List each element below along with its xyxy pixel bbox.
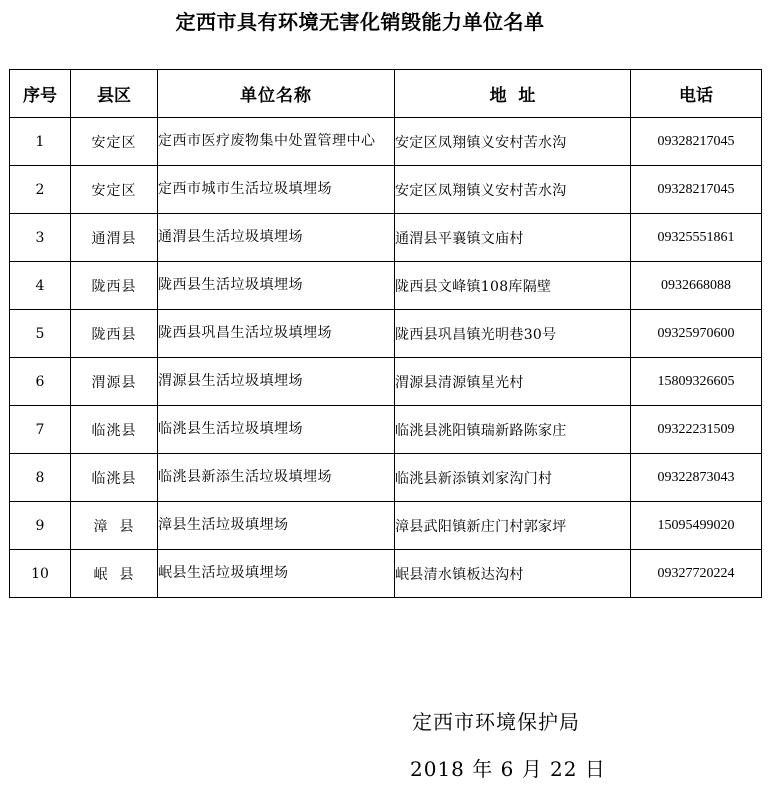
cell-index: 2 — [10, 166, 71, 214]
cell-unit-name: 定西市城市生活垃圾填埋场 — [158, 166, 395, 214]
table-row — [10, 358, 762, 406]
cell-phone: 09322231509 — [631, 406, 762, 454]
cell-county: 安定区 — [71, 166, 158, 214]
cell-index: 9 — [10, 502, 71, 550]
cell-unit-name: 渭源县生活垃圾填埋场 — [158, 358, 395, 406]
cell-index: 4 — [10, 262, 71, 310]
cell-phone: 0932668088 — [631, 262, 762, 310]
cell-phone: 09328217045 — [631, 166, 762, 214]
cell-index: 5 — [10, 310, 71, 358]
cell-unit-name: 陇西县生活垃圾填埋场 — [158, 262, 395, 310]
table-row — [10, 262, 762, 310]
table-row — [10, 502, 762, 550]
header-phone: 电话 — [631, 70, 762, 118]
cell-county: 岷 县 — [71, 550, 158, 598]
cell-index: 1 — [10, 118, 71, 166]
cell-phone: 09322873043 — [631, 454, 762, 502]
cell-unit-name: 通渭县生活垃圾填埋场 — [158, 214, 395, 262]
units-table — [9, 69, 762, 598]
header-index: 序号 — [10, 70, 71, 118]
header-address: 地 址 — [395, 70, 631, 118]
cell-county: 临洮县 — [71, 406, 158, 454]
cell-index: 8 — [10, 454, 71, 502]
header-county: 县区 — [71, 70, 158, 118]
cell-unit-name: 岷县生活垃圾填埋场 — [158, 550, 395, 598]
cell-unit-name: 临洮县新添生活垃圾填埋场 — [158, 454, 395, 502]
cell-county: 陇西县 — [71, 262, 158, 310]
cell-address: 通渭县平襄镇文庙村 — [395, 214, 631, 262]
table-row — [10, 406, 762, 454]
cell-index: 7 — [10, 406, 71, 454]
cell-phone: 09328217045 — [631, 118, 762, 166]
cell-county: 陇西县 — [71, 310, 158, 358]
cell-phone: 09325551861 — [631, 214, 762, 262]
table-row — [10, 454, 762, 502]
table-row — [10, 310, 762, 358]
cell-phone: 15095499020 — [631, 502, 762, 550]
cell-phone: 09325970600 — [631, 310, 762, 358]
cell-county: 安定区 — [71, 118, 158, 166]
table-header-row — [10, 70, 762, 118]
cell-unit-name: 定西市医疗废物集中处置管理中心 — [158, 118, 395, 166]
cell-address: 陇西县文峰镇108库隔壁 — [395, 262, 631, 310]
cell-address: 岷县清水镇板达沟村 — [395, 550, 631, 598]
header-unit-name: 单位名称 — [158, 70, 395, 118]
table-row — [10, 550, 762, 598]
cell-address: 安定区凤翔镇义安村苦水沟 — [395, 118, 631, 166]
cell-county: 渭源县 — [71, 358, 158, 406]
issuing-organization: 定西市环境保护局 — [412, 710, 580, 734]
table-row — [10, 214, 762, 262]
cell-unit-name: 漳县生活垃圾填埋场 — [158, 502, 395, 550]
cell-address: 陇西县巩昌镇光明巷30号 — [395, 310, 631, 358]
cell-phone: 15809326605 — [631, 358, 762, 406]
cell-county: 临洮县 — [71, 454, 158, 502]
cell-county: 通渭县 — [71, 214, 158, 262]
cell-address: 漳县武阳镇新庄门村郭家坪 — [395, 502, 631, 550]
table-row — [10, 118, 762, 166]
cell-phone: 09327720224 — [631, 550, 762, 598]
table-row — [10, 166, 762, 214]
cell-unit-name: 陇西县巩昌生活垃圾填埋场 — [158, 310, 395, 358]
cell-county: 漳 县 — [71, 502, 158, 550]
cell-address: 安定区凤翔镇义安村苦水沟 — [395, 166, 631, 214]
cell-address: 渭源县清源镇星光村 — [395, 358, 631, 406]
cell-index: 6 — [10, 358, 71, 406]
cell-address: 临洮县新添镇刘家沟门村 — [395, 454, 631, 502]
cell-unit-name: 临洮县生活垃圾填埋场 — [158, 406, 395, 454]
cell-index: 3 — [10, 214, 71, 262]
issue-date: 2018 年 6 月 22 日 — [410, 757, 606, 781]
cell-index: 10 — [10, 550, 71, 598]
cell-address: 临洮县洮阳镇瑞新路陈家庄 — [395, 406, 631, 454]
document-title: 定西市具有环境无害化销毁能力单位名单 — [175, 10, 545, 34]
